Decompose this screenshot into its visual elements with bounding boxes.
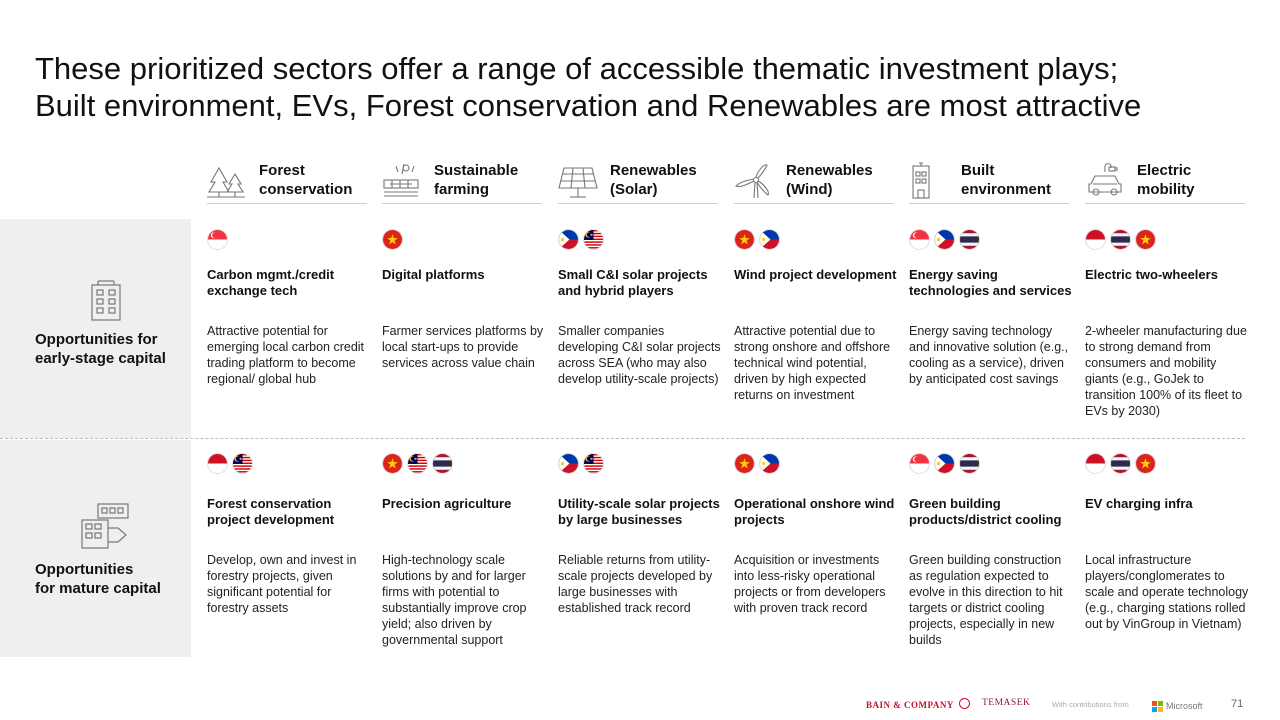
bain-mark-icon <box>959 698 970 709</box>
vietnam-flag-icon <box>1135 229 1156 250</box>
column-title-line1: Built <box>961 162 995 179</box>
temasek-logo: TEMASEK <box>982 698 1031 708</box>
opportunity-description: 2-wheeler manufacturing due to strong demand from consumers and mobility giants (e.g., GoJek to transition 100% of its fleet to EVs by 2030) <box>1085 324 1247 418</box>
microsoft-squares-icon <box>1152 701 1163 712</box>
philippines-flag-icon <box>934 229 955 250</box>
building-growth-icon <box>80 502 132 555</box>
opportunity-title: Digital platforms <box>382 267 485 282</box>
column-header-farming <box>382 160 542 204</box>
opportunity-title: Operational onshore wind projects <box>734 496 895 527</box>
row-divider <box>0 438 1245 439</box>
country-flags <box>909 229 980 251</box>
row-label-mature-line2: for mature capital <box>35 580 161 597</box>
opportunity-description: Farmer services platforms by local start-ups to provide services across value chain <box>382 324 544 370</box>
column-title-line1: Renewables <box>786 162 873 179</box>
singapore-flag-icon <box>909 229 930 250</box>
vietnam-flag-icon <box>382 229 403 250</box>
opportunity-description: Green building construction as regulation expected to evolve in this direction to hit targets or district cooling projects, especially in new builds <box>909 553 1063 647</box>
opportunity-description: Attractive potential due to strong onshore and offshore technical wind potential, driven by high expected returns on investment <box>734 324 891 402</box>
thailand-flag-icon <box>1110 453 1131 474</box>
page-number: 71 <box>1231 698 1244 710</box>
country-flags <box>382 453 453 475</box>
country-flags <box>734 229 780 251</box>
opportunity-title: Small C&I solar projects and hybrid players <box>558 267 708 298</box>
country-flags <box>909 453 980 475</box>
column-title-wind <box>786 161 873 199</box>
country-flags <box>1085 229 1156 251</box>
philippines-flag-icon <box>934 453 955 474</box>
electric-car-icon <box>1085 162 1123 200</box>
opportunity-description: Develop, own and invest in forestry projects, given significant potential for forestry assets <box>207 553 357 615</box>
opportunity-title: Forest conservation project development <box>207 496 335 527</box>
thailand-flag-icon <box>959 229 980 250</box>
malaysia-flag-icon <box>583 453 604 474</box>
column-header-forest <box>207 160 367 204</box>
philippines-flag-icon <box>759 229 780 250</box>
trees-icon <box>207 162 245 200</box>
singapore-flag-icon <box>207 229 228 250</box>
country-flags <box>207 453 253 475</box>
column-title-solar <box>610 161 697 199</box>
indonesia-flag-icon <box>207 453 228 474</box>
malaysia-flag-icon <box>583 229 604 250</box>
row-label-early-stage <box>35 330 166 368</box>
row-label-early-line1: Opportunities for <box>35 331 158 348</box>
opportunity-title: Green building products/district cooling <box>909 496 1062 527</box>
bain-logo-text: BAIN & COMPANY <box>866 700 954 710</box>
row-label-early-line2: early-stage capital <box>35 350 166 367</box>
column-header-wind <box>734 160 894 204</box>
country-flags <box>558 229 604 251</box>
indonesia-flag-icon <box>1085 453 1106 474</box>
country-flags <box>734 453 780 475</box>
opportunity-title: Utility-scale solar projects by large businesses <box>558 496 720 527</box>
opportunity-title: Carbon mgmt./credit exchange tech <box>207 267 335 298</box>
thailand-flag-icon <box>1110 229 1131 250</box>
solar-panel-icon <box>558 162 596 200</box>
column-title-mobility <box>1137 161 1195 199</box>
row-label-mature <box>35 560 161 598</box>
column-title-line1: Electric <box>1137 162 1192 179</box>
wind-turbine-icon <box>734 162 772 200</box>
column-title-line2: (Wind) <box>786 181 833 198</box>
vietnam-flag-icon <box>734 229 755 250</box>
column-header-mobility <box>1085 160 1245 204</box>
column-title-farming <box>434 161 518 199</box>
opportunity-description: Acquisition or investments into less-risky operational projects or from developers with proven track record <box>734 553 886 615</box>
contributions-text: With contributions from <box>1052 700 1129 709</box>
opportunity-description: Local infrastructure players/conglomerates to scale and operate technology (e.g., charging stations rolled out by VinGroup in Vietnam) <box>1085 553 1249 631</box>
bain-logo <box>866 698 970 714</box>
tall-building-icon <box>909 162 947 200</box>
column-title-built <box>961 161 1051 199</box>
opportunity-description: High-technology scale solutions by and for larger firms with potential to substantially improve crop yield; also driven by governmental support <box>382 553 527 647</box>
title-line-2: Built environment, EVs, Forest conservation and Renewables are most attractive <box>35 88 1142 123</box>
title-line-1: These prioritized sectors offer a range of accessible thematic investment plays; <box>35 51 1119 86</box>
malaysia-flag-icon <box>407 453 428 474</box>
column-title-line2: conservation <box>259 181 353 198</box>
singapore-flag-icon <box>909 453 930 474</box>
column-header-built <box>909 160 1069 204</box>
row-label-mature-line1: Opportunities <box>35 561 134 578</box>
building-icon <box>88 279 124 326</box>
column-header-solar <box>558 160 718 204</box>
opportunity-title: EV charging infra <box>1085 496 1193 511</box>
column-title-line2: mobility <box>1137 181 1195 198</box>
column-title-line2: farming <box>434 181 490 198</box>
philippines-flag-icon <box>558 229 579 250</box>
column-title-line1: Renewables <box>610 162 697 179</box>
vietnam-flag-icon <box>1135 453 1156 474</box>
microsoft-logo-text: Microsoft <box>1166 701 1203 711</box>
opportunity-title: Wind project development <box>734 267 897 282</box>
opportunity-description: Reliable returns from utility-scale projects developed by large businesses with established track record <box>558 553 713 615</box>
country-flags <box>207 229 228 251</box>
column-title-line2: (Solar) <box>610 181 658 198</box>
thailand-flag-icon <box>959 453 980 474</box>
thailand-flag-icon <box>432 453 453 474</box>
opportunity-description: Attractive potential for emerging local carbon credit trading platform to become regional/ global hub <box>207 324 365 386</box>
opportunity-title: Precision agriculture <box>382 496 512 511</box>
early-stage-row-background <box>0 219 191 438</box>
indonesia-flag-icon <box>1085 229 1106 250</box>
vietnam-flag-icon <box>734 453 755 474</box>
farming-icon <box>382 162 420 200</box>
country-flags <box>558 453 604 475</box>
philippines-flag-icon <box>759 453 780 474</box>
opportunity-title: Electric two-wheelers <box>1085 267 1218 282</box>
opportunity-description: Energy saving technology and innovative solution (e.g., cooling as a service), driven by anticipated cost savings <box>909 324 1069 386</box>
column-title-line2: environment <box>961 181 1052 198</box>
opportunity-description: Smaller companies developing C&I solar projects across SEA (who may also develop utility-scale projects) <box>558 324 721 386</box>
column-title-line1: Forest <box>259 162 305 179</box>
country-flags <box>1085 453 1156 475</box>
vietnam-flag-icon <box>382 453 403 474</box>
column-title-forest <box>259 161 352 199</box>
page-title <box>35 50 1255 124</box>
column-title-line1: Sustainable <box>434 162 519 179</box>
opportunity-title: Energy saving technologies and services <box>909 267 1072 298</box>
malaysia-flag-icon <box>232 453 253 474</box>
country-flags <box>382 229 403 251</box>
microsoft-logo <box>1152 698 1203 714</box>
philippines-flag-icon <box>558 453 579 474</box>
